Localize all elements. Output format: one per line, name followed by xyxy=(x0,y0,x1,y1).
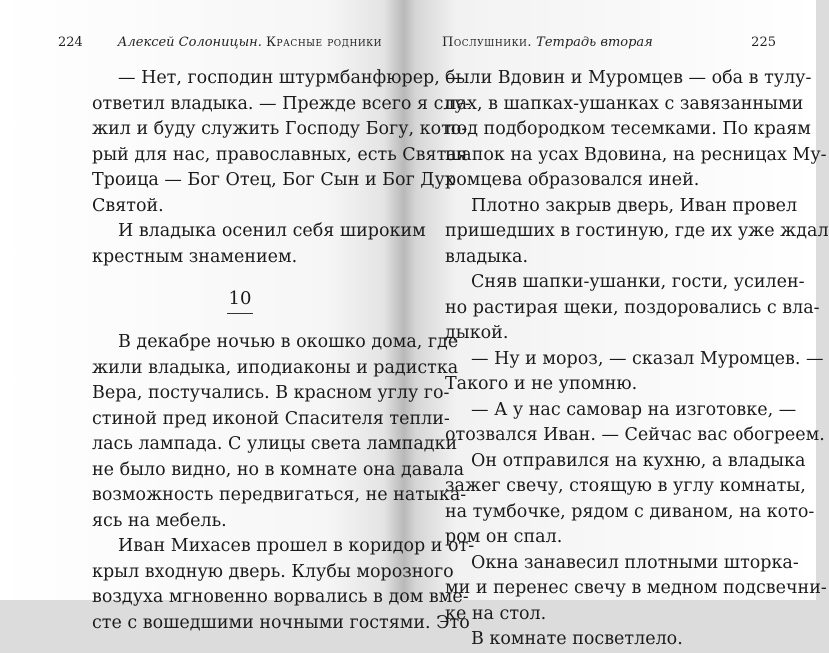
text-line: — Нет, господин штурмбанфюрер, — xyxy=(118,68,463,88)
text-line: В декабре ночью в окошко дома, где xyxy=(118,332,459,352)
paragraph xyxy=(92,219,426,270)
paragraph xyxy=(445,194,829,271)
paragraph xyxy=(445,449,815,551)
header-book-title: Красные родники xyxy=(266,35,382,50)
text-line: — А у нас самовар на изготовке, — xyxy=(471,399,797,420)
text-line: ромцева образовался иней. xyxy=(445,170,700,190)
text-line: Троица — Бог Отец, Бог Сын и Бог Дух xyxy=(92,170,455,190)
text-line: владыка. xyxy=(445,246,529,267)
text-line: Окна занавесил плотными шторка- xyxy=(471,552,799,573)
text-line: ответил владыка. — Прежде всего я слу- xyxy=(92,93,471,114)
text-line: Он отправился на кухню, а владыка xyxy=(471,450,806,471)
right-page-number: 225 xyxy=(751,35,776,50)
text-line: Такого и не упомню. xyxy=(445,374,638,394)
paragraph xyxy=(92,66,471,219)
text-line: не было видно, но в комнате она давала xyxy=(92,459,465,480)
text-line: под подбородком тесемками. По краям xyxy=(445,119,811,139)
header-author: Алексей Солоницын. xyxy=(117,35,262,50)
text-line: ром он спал. xyxy=(445,527,563,547)
text-line: крыл входную дверь. Клубы морозного xyxy=(92,561,454,582)
text-line: на тумбочке, рядом с диваном, на кото- xyxy=(445,501,815,522)
text-line: Иван Михасев прошел в коридор и от- xyxy=(118,536,475,556)
text-line: рый для нас, православных, есть Святая xyxy=(92,144,468,165)
text-line: ке на стол. xyxy=(445,603,547,624)
header-subtitle: Тетрадь вторая xyxy=(536,35,653,50)
text-line: отозвался Иван. — Сейчас вас обогреем. xyxy=(445,425,825,445)
text-line: И владыка осенил себя широким xyxy=(118,221,426,241)
text-line: жил и буду служить Господу Богу, кото- xyxy=(92,119,468,139)
text-line: были Вдовин и Муромцев — оба в тулу- xyxy=(445,68,812,88)
text-line: зажег свечу, стоящую в углу комнаты, xyxy=(445,476,806,496)
paragraph xyxy=(445,347,824,398)
paragraph xyxy=(445,270,820,347)
text-line: шапок на усах Вдовина, на ресницах Му- xyxy=(445,144,827,165)
text-line: пах, в шапках-ушанках с завязанными xyxy=(445,93,804,114)
right-header-title xyxy=(442,35,653,50)
paragraph xyxy=(92,534,475,636)
text-line: дыкой. xyxy=(445,323,509,343)
text-line: стиной пред иконой Спасителя тепли- xyxy=(92,408,450,429)
left-body-text xyxy=(92,66,475,636)
text-line: Святой. xyxy=(92,195,164,216)
text-line: крестным знамением. xyxy=(92,246,298,267)
text-line: ясь на мебель. xyxy=(92,510,227,531)
chapter-number: 10 xyxy=(227,286,254,314)
left-page-number: 224 xyxy=(58,35,83,50)
header-part-title: Послушники. xyxy=(442,35,533,50)
text-line: жили владыка, иподиаконы и радистка xyxy=(92,357,459,378)
paragraph xyxy=(445,398,825,449)
text-line: но растирая щеки, поздоровались с вла- xyxy=(445,297,820,318)
text-line: Сняв шапки-ушанки, гости, усилен- xyxy=(471,272,805,292)
chapter-heading xyxy=(92,270,388,330)
text-line: возможность передвигаться, не натыка- xyxy=(92,485,467,505)
text-line: воздуха мгновенно ворвались в дом вме- xyxy=(92,587,469,607)
text-line: сте с вошедшими ночными гостями. Это xyxy=(92,612,470,633)
text-line: — Ну и мороз, — сказал Муромцев. — xyxy=(471,348,824,369)
left-header-title xyxy=(118,35,382,50)
text-line: Вера, постучались. В красном углу го- xyxy=(92,383,450,403)
right-page xyxy=(420,0,829,649)
text-line: ми и перенес свечу в медном подсвечни- xyxy=(445,578,827,598)
text-line: Плотно закрыв дверь, Иван провел xyxy=(471,195,798,216)
paragraph xyxy=(445,66,827,194)
paragraph xyxy=(92,330,467,534)
text-line: пришедших в гостиную, где их уже ждал xyxy=(445,221,829,241)
text-line: лась лампада. С улицы света лампадки xyxy=(92,434,458,454)
paragraph xyxy=(445,551,827,628)
text-line: В комнате посветлело. xyxy=(471,629,683,649)
right-body-text xyxy=(445,66,829,653)
paragraph xyxy=(445,627,780,653)
